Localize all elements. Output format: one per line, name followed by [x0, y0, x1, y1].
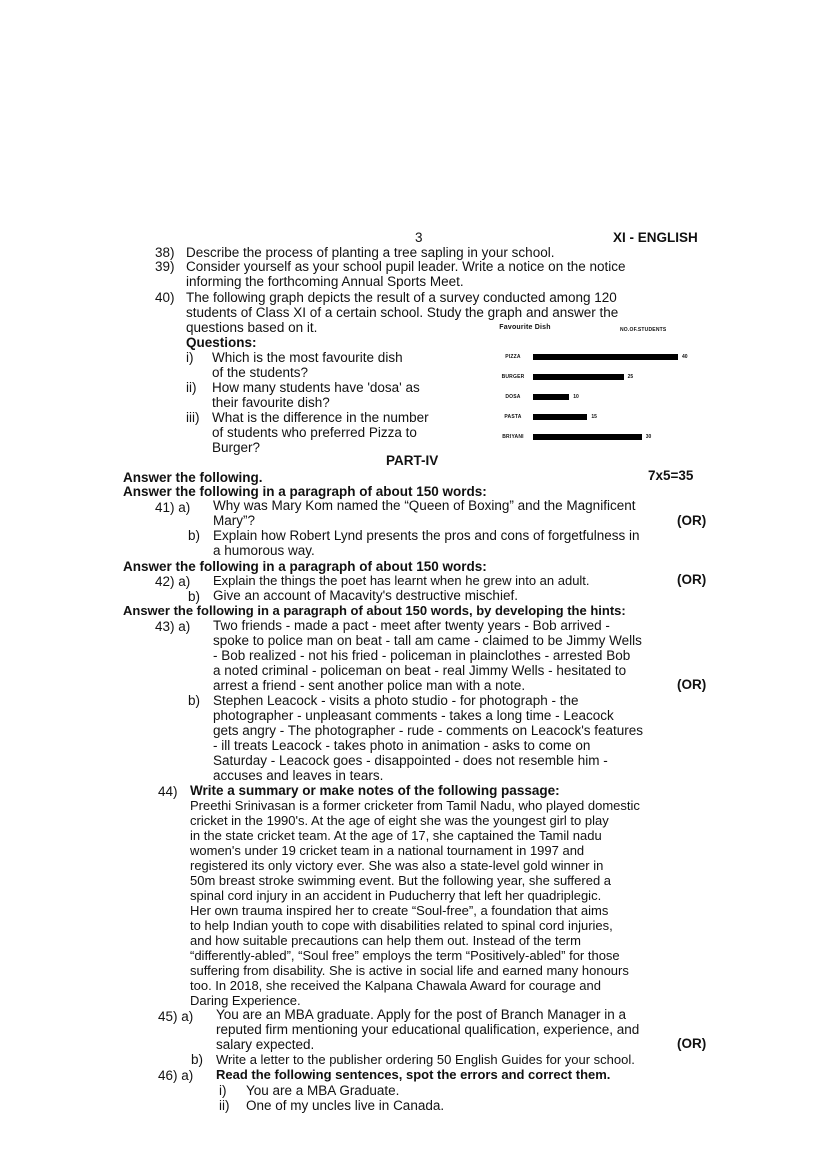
chart-bar [533, 374, 624, 380]
q43-b-line: - ill treats Leacock - takes photo in animation - asks to come on [213, 738, 591, 753]
chart-value-label: 10 [573, 394, 579, 400]
or-label: (OR) [677, 1036, 707, 1051]
q40-sub-number: i) [186, 350, 194, 365]
chart-value-label: 15 [591, 414, 597, 420]
chart-category-label: BRIYANI [502, 434, 524, 440]
or-label: (OR) [677, 513, 707, 528]
section-heading: Answer the following in a paragraph of about 150 words: [123, 484, 487, 499]
q44-passage-line: cricket in the 1990's. At the age of eight she was the youngest girl to play [190, 813, 609, 828]
q42-b-line: Give an account of Macavity's destructive mischief. [213, 588, 518, 603]
q44-passage-line: and how suitable precautions can help them out. Instead of the term [190, 933, 581, 948]
q46-item-number: i) [219, 1083, 227, 1098]
q44-passage-line: too. In 2018, she received the Kalpana Chawala Award for courage and [190, 978, 601, 993]
q42-number: 42) a) [155, 574, 191, 589]
q45-a-line: salary expected. [216, 1037, 315, 1052]
q40-sub-line: of students who preferred Pizza to [212, 425, 417, 440]
q40-line: students of Class XI of a certain school. Study the graph and answer the [186, 305, 619, 320]
q42-a-line: Explain the things the poet has learnt when he grew into an adult. [213, 573, 590, 588]
q44-heading: Write a summary or make notes of the following passage: [190, 783, 560, 798]
favourite-dish-chart [495, 320, 720, 440]
q43-b-line: gets angry - The photographer - rude - comments on Leacock's features [213, 723, 644, 738]
q40-sub-line: of the students? [212, 365, 309, 380]
q45-number: 45) a) [158, 1009, 194, 1024]
marks: 7x5=35 [648, 468, 694, 483]
q44-passage-line: “differently-abled”, “Soul free” employs the term “Positively-abled” for those [190, 948, 620, 963]
q45-a-line: You are an MBA graduate. Apply for the post of Branch Manager in a [216, 1007, 627, 1022]
or-label: (OR) [677, 572, 707, 587]
q43-a-line: spoke to police man on beat - tall am came - claimed to be Jimmy Wells [213, 633, 642, 648]
q44-passage-line: women's under 19 cricket team in a national tournament in 1997 and [190, 843, 585, 858]
q43-b-line: Stephen Leacock - visits a photo studio - for photograph - the [213, 693, 579, 708]
chart-y-axis-label: Favourite Dish [499, 324, 551, 331]
chart-bar [533, 394, 569, 400]
part-heading: PART-IV [386, 453, 439, 468]
chart-category-label: BURGER [501, 374, 525, 380]
q45-b-number: b) [191, 1052, 204, 1067]
q46-item-text: You are a MBA Graduate. [246, 1083, 400, 1098]
q44-passage-line: registered its only victory ever. She was also a state-level gold winner in [190, 858, 604, 873]
q40-questions-heading: Questions: [186, 335, 257, 350]
q46-number: 46) a) [158, 1068, 194, 1083]
q44-number: 44) [158, 784, 178, 799]
chart-value-label: 40 [682, 354, 688, 360]
answer-following-heading: Answer the following. [123, 470, 263, 485]
q43-b-number: b) [188, 693, 201, 708]
chart-category-label: PIZZA [505, 354, 521, 360]
q39-number: 39) [155, 259, 175, 274]
q44-passage-line: Preethi Srinivasan is a former cricketer from Tamil Nadu, who played domestic [190, 798, 640, 813]
q40-number: 40) [155, 290, 175, 305]
chart-bar [533, 434, 642, 440]
q44-passage-line: Her own trauma inspired her to create “Soul-free”, a foundation that aims [190, 903, 609, 918]
q46-item-number: ii) [219, 1098, 230, 1113]
q40-sub-number: iii) [186, 410, 200, 425]
q41-a-line: Why was Mary Kom named the “Queen of Boxing” and the Magnificent [213, 498, 636, 513]
q43-a-line: a noted criminal - policeman on beat - real Jimmy Wells - hesitated to [213, 663, 627, 678]
chart-bar [533, 414, 587, 420]
chart-category-label: PASTA [504, 414, 522, 420]
page-number: 3 [415, 230, 423, 245]
q43-a-line: arrest a friend - sent another police man with a note. [213, 678, 526, 693]
q43-b-line: photographer - unpleasant comments - takes a long time - Leacock [213, 708, 614, 723]
q41-b-line: a humorous way. [213, 543, 315, 558]
q40-sub-line: their favourite dish? [212, 395, 330, 410]
q45-a-line: reputed firm mentioning your educational qualification, experience, and [216, 1022, 640, 1037]
q43-a-line: Two friends - made a pact - meet after twenty years - Bob arrived - [213, 618, 610, 633]
q41-b-number: b) [188, 528, 201, 543]
q40-sub-line: How many students have 'dosa' as [212, 380, 420, 395]
chart-value-label: 25 [627, 374, 634, 380]
q39-line: Consider yourself as your school pupil leader. Write a notice on the notice [186, 259, 626, 274]
q43-b-line: accuses and leaves in tears. [213, 768, 384, 783]
section-heading: Answer the following in a paragraph of about 150 words: [123, 559, 487, 574]
or-label: (OR) [677, 677, 707, 692]
q39-line: informing the forthcoming Annual Sports Meet. [186, 274, 464, 289]
chart-category-label: DOSA [505, 394, 521, 400]
q46-item-text: One of my uncles live in Canada. [246, 1098, 445, 1113]
subject-header: XI - ENGLISH [613, 230, 698, 245]
q44-passage-line: to help Indian youth to cope with disabilities related to spinal cord injuries, [190, 918, 613, 933]
q41-a-line: Mary”? [213, 513, 256, 528]
q45-b-line: Write a letter to the publisher ordering 50 English Guides for your school. [216, 1052, 635, 1067]
q43-b-line: Saturday - Leacock goes - disappointed - does not resemble him - [213, 753, 608, 768]
chart-bar [533, 354, 678, 360]
q41-b-line: Explain how Robert Lynd presents the pros and cons of forgetfulness in [213, 528, 640, 543]
chart-legend: NO.OF.STUDENTS [620, 327, 667, 333]
q43-a-line: - Bob realized - not his fried - policeman in plainclothes - arrested Bob [213, 648, 631, 663]
q42-b-number: b) [188, 589, 201, 604]
q44-passage-line: in the state cricket team. At the age of 17, she captained the Tamil nadu [190, 828, 602, 843]
q40-sub-line: Burger? [212, 440, 261, 455]
q40-line: The following graph depicts the result of a survey conducted among 120 [186, 290, 617, 305]
q44-passage-line: spinal cord injury in an accident in Puducherry that left her quadriplegic. [190, 888, 602, 903]
q40-sub-line: What is the difference in the number [212, 410, 429, 425]
q44-passage-line: Daring Experience. [190, 993, 301, 1008]
q40-line: questions based on it. [186, 320, 318, 335]
section-heading: Answer the following in a paragraph of about 150 words, by developing the hints: [123, 603, 626, 618]
q44-passage-line: 50m breast stroke swimming event. But the following year, she suffered a [190, 873, 612, 888]
q41-number: 41) a) [155, 500, 191, 515]
q38-number: 38) [155, 245, 175, 260]
q43-number: 43) a) [155, 619, 191, 634]
q40-sub-number: ii) [186, 380, 197, 395]
q38-text: Describe the process of planting a tree sapling in your school. [186, 245, 555, 260]
q44-passage-line: suffering from disability. She is active in social life and earned many honours [190, 963, 629, 978]
chart-value-label: 30 [645, 434, 652, 440]
q40-sub-line: Which is the most favourite dish [212, 350, 403, 365]
q46-heading: Read the following sentences, spot the errors and correct them. [216, 1067, 611, 1082]
